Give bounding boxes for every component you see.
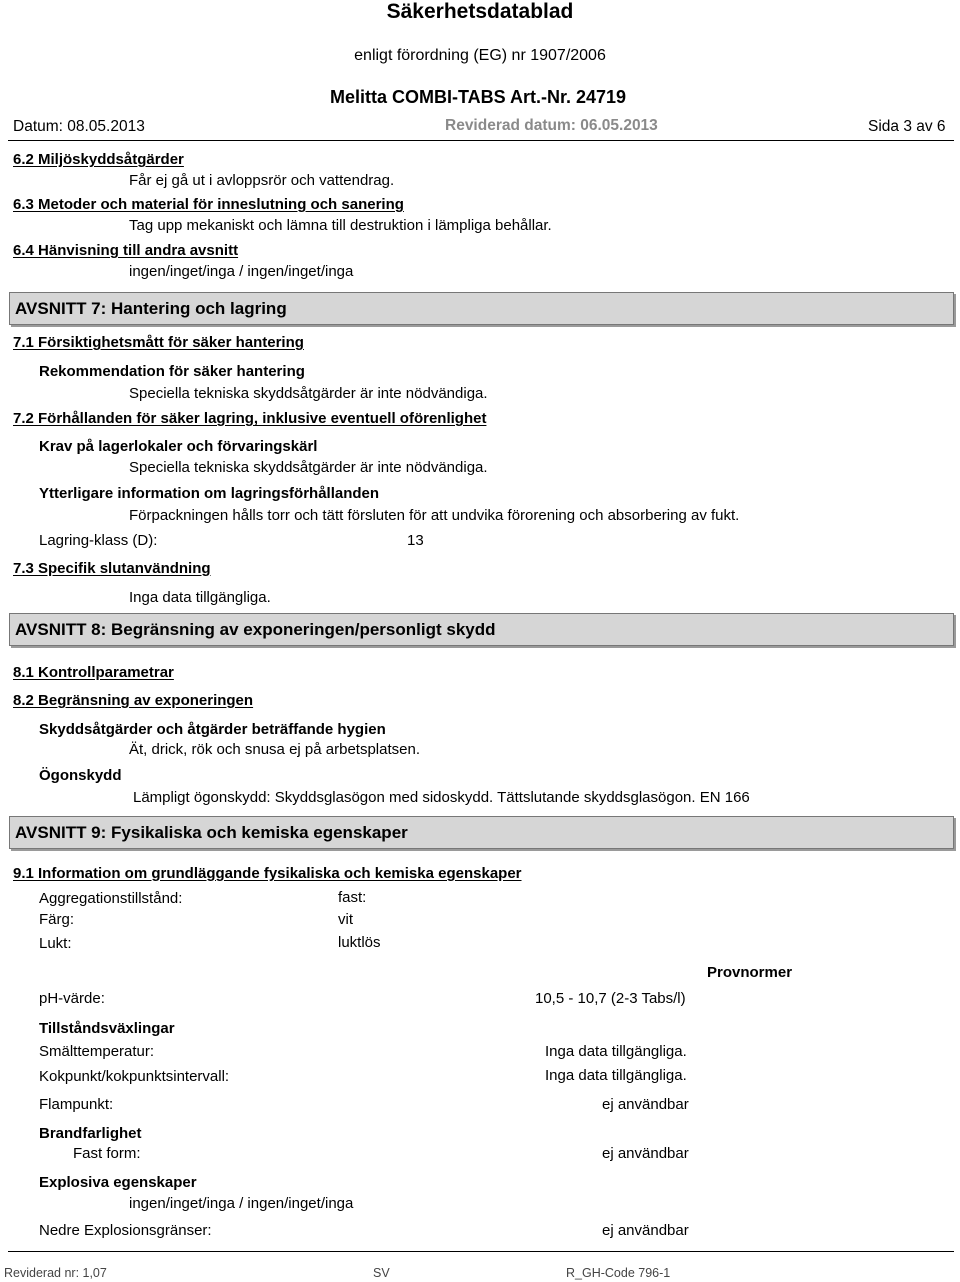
language-code: SV [373, 1266, 390, 1280]
aggregate-state-label: Aggregationstillstånd: [39, 890, 183, 907]
explosive-properties-text: ingen/inget/inga / ingen/inget/inga [129, 1195, 354, 1212]
storage-info-label: Ytterligare information om lagringsförhållanden [39, 485, 380, 502]
end-use-text: Inga data tillgängliga. [129, 589, 271, 606]
product-name: Melitta COMBI-TABS Art.-Nr. 24719 [330, 87, 627, 107]
flash-point-value: ej användbar [602, 1096, 689, 1113]
melting-point-value: Inga data tillgängliga. [545, 1043, 687, 1060]
document-code: R_GH-Code 796-1 [566, 1266, 671, 1280]
odor-label: Lukt: [39, 935, 72, 952]
page-number: Sida 3 av 6 [868, 118, 946, 135]
melting-point-label: Smälttemperatur: [39, 1043, 155, 1060]
subsection-6-3-heading: 6.3 Metoder och material för inneslutning och sanering [13, 196, 404, 213]
section-9-header [9, 816, 954, 849]
storage-class-label: Lagring-klass (D): [39, 532, 158, 549]
subsection-6-4-text: ingen/inget/inga / ingen/inget/inga [129, 263, 354, 280]
subsection-7-2-heading: 7.2 Förhållanden för säker lagring, inklusive eventuell oförenlighet [13, 410, 487, 427]
section-7-title: AVSNITT 7: Hantering och lagring [15, 299, 287, 318]
storage-requirements-label: Krav på lagerlokaler och förvaringskärl [39, 438, 318, 455]
lower-explosion-limit-label: Nedre Explosionsgränser: [39, 1222, 212, 1239]
subsection-6-2-heading: 6.2 Miljöskyddsåtgärder [13, 151, 184, 168]
hygiene-label: Skyddsåtgärder och åtgärder beträffande hygien [39, 721, 386, 738]
subsection-6-2-text: Får ej gå ut i avloppsrör och vattendrag. [129, 172, 395, 189]
color-value: vit [338, 911, 353, 928]
header-divider [8, 140, 954, 141]
subsection-8-1-heading: 8.1 Kontrollparametrar [13, 664, 174, 681]
section-9-title: AVSNITT 9: Fysikaliska och kemiska egenskaper [15, 823, 408, 842]
eye-protection-text: Lämpligt ögonskydd: Skyddsglasögon med sidoskydd. Tättslutande skyddsglasögon. EN 166 [133, 789, 750, 806]
subsection-7-3-heading: 7.3 Specifik slutanvändning [13, 560, 211, 577]
document-title: Säkerhetsdatablad [386, 0, 574, 23]
subsection-9-1-heading: 9.1 Information om grundläggande fysikaliska och kemiska egenskaper [13, 865, 522, 882]
solid-form-label: Fast form: [73, 1145, 141, 1162]
revision-date: Reviderad datum: 06.05.2013 [445, 117, 658, 134]
subsection-8-2-heading: 8.2 Begränsning av exponeringen [13, 692, 254, 709]
storage-class-value: 13 [407, 532, 424, 549]
boiling-point-label: Kokpunkt/kokpunktsintervall: [39, 1068, 230, 1085]
section-7-header [9, 292, 954, 325]
subsection-6-4-heading: 6.4 Hänvisning till andra avsnitt [13, 242, 239, 259]
issue-date: Datum: 08.05.2013 [13, 118, 145, 135]
eye-protection-label: Ögonskydd [39, 767, 122, 784]
ph-value: 10,5 - 10,7 (2-3 Tabs/l) [535, 990, 686, 1007]
flammability-heading: Brandfarlighet [39, 1125, 142, 1142]
section-8-title: AVSNITT 8: Begränsning av exponeringen/personligt skydd [15, 620, 496, 639]
odor-value: luktlös [338, 934, 381, 951]
aggregate-state-value: fast: [338, 889, 367, 906]
solid-form-value: ej användbar [602, 1145, 689, 1162]
color-label: Färg: [39, 911, 75, 928]
subsection-6-3-text: Tag upp mekaniskt och lämna till destruktion i lämpliga behållar. [129, 217, 552, 234]
subsection-7-1-heading: 7.1 Försiktighetsmått för säker hantering [13, 334, 304, 351]
storage-requirements-text: Speciella tekniska skyddsåtgärder är inte nödvändiga. [129, 459, 488, 476]
flash-point-label: Flampunkt: [39, 1096, 114, 1113]
ph-label: pH-värde: [39, 990, 105, 1007]
regulation-line: enligt förordning (EG) nr 1907/2006 [354, 47, 606, 64]
lower-explosion-limit-value: ej användbar [602, 1222, 689, 1239]
safe-handling-label: Rekommendation för säker hantering [39, 363, 305, 380]
boiling-point-value: Inga data tillgängliga. [545, 1067, 687, 1084]
footer-divider [8, 1251, 954, 1252]
test-standards-heading: Provnormer [707, 964, 793, 981]
phase-changes-heading: Tillståndsväxlingar [39, 1020, 175, 1037]
section-8-header [9, 613, 954, 646]
safe-handling-text: Speciella tekniska skyddsåtgärder är inte nödvändiga. [129, 385, 488, 402]
explosive-properties-heading: Explosiva egenskaper [39, 1174, 197, 1191]
storage-info-text: Förpackningen hålls torr och tätt försluten för att undvika förorening och absorbering av fukt. [129, 507, 740, 524]
hygiene-text: Ät, drick, rök och snusa ej på arbetsplatsen. [129, 741, 420, 758]
revision-number: Reviderad nr: 1,07 [4, 1266, 107, 1280]
